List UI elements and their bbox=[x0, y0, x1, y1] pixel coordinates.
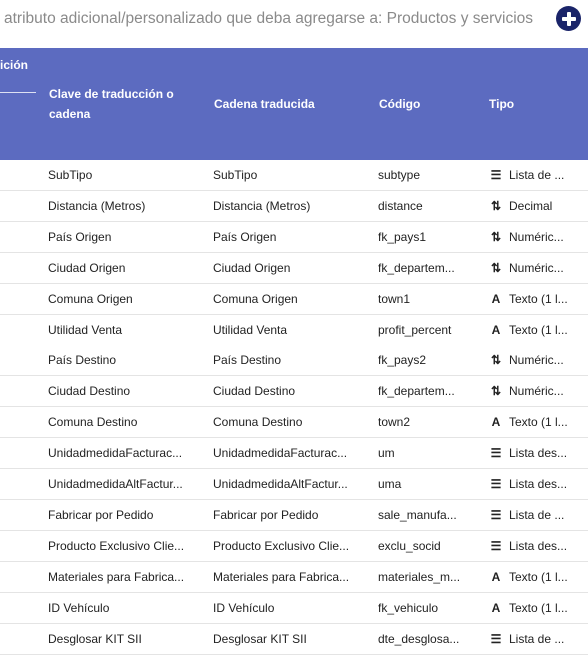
page-title: atributo adicional/personalizado que deba agregarse a: Productos y servicios bbox=[4, 10, 534, 27]
table-row[interactable] bbox=[0, 624, 588, 655]
text-icon: A bbox=[491, 291, 501, 306]
sort-numeric-icon: ⇅ bbox=[490, 353, 502, 368]
cell-key: ID Vehículo bbox=[48, 600, 110, 615]
cell-code: exclu_socid bbox=[378, 538, 441, 553]
cell-type-label: Lista des... bbox=[509, 538, 568, 553]
cell-type bbox=[488, 284, 588, 314]
column-header-translated[interactable]: Cadena traducida bbox=[214, 97, 315, 111]
plus-circle-icon[interactable] bbox=[556, 6, 581, 31]
cell-type-label: Lista des... bbox=[509, 446, 568, 461]
cell-type-label: Lista de ... bbox=[509, 168, 565, 182]
cell-translated: UnidadmedidaFacturac... bbox=[213, 446, 348, 461]
table-row[interactable] bbox=[0, 191, 588, 222]
header-divider bbox=[0, 92, 36, 93]
column-header-key[interactable]: Clave de traducción o cadena bbox=[49, 87, 174, 121]
table-row[interactable] bbox=[0, 253, 588, 284]
cell-type-label: Texto (1 l... bbox=[509, 291, 568, 306]
table-row[interactable] bbox=[0, 160, 588, 191]
sort-numeric-icon: ⇅ bbox=[490, 384, 502, 399]
cell-key: Utilidad Venta bbox=[48, 322, 123, 337]
cell-key: UnidadmedidaFacturac... bbox=[48, 446, 183, 461]
text-icon: A bbox=[491, 322, 501, 337]
cell-type-label: Texto (1 l... bbox=[509, 322, 568, 337]
cell-type-label: Lista de ... bbox=[509, 631, 565, 646]
cell-code: town1 bbox=[378, 291, 411, 306]
cell-type bbox=[488, 253, 588, 283]
cell-type bbox=[488, 222, 588, 252]
table-header bbox=[0, 48, 588, 160]
table-row[interactable] bbox=[0, 345, 588, 376]
cell-type-label: Numéric... bbox=[509, 384, 564, 399]
cell-key: Fabricar por Pedido bbox=[48, 507, 154, 522]
cell-translated: Ciudad Destino bbox=[213, 384, 296, 399]
cell-type-label: Decimal bbox=[509, 198, 553, 213]
cell-key: Comuna Destino bbox=[48, 415, 138, 430]
cell-code: fk_departem... bbox=[378, 384, 455, 399]
table-row[interactable] bbox=[0, 315, 588, 346]
cell-type bbox=[488, 191, 588, 221]
cell-translated: UnidadmedidaAltFactur... bbox=[213, 477, 348, 491]
cell-code: materiales_m... bbox=[378, 569, 461, 584]
cell-type bbox=[488, 315, 588, 345]
cell-key: Materiales para Fabrica... bbox=[48, 569, 185, 584]
cell-translated: ID Vehículo bbox=[213, 600, 275, 615]
cell-key: Ciudad Origen bbox=[48, 260, 126, 275]
table-row[interactable] bbox=[0, 438, 588, 469]
cell-key: Producto Exclusivo Clie... bbox=[48, 538, 185, 553]
column-header-code[interactable]: Código bbox=[379, 97, 421, 111]
cell-translated: Materiales para Fabrica... bbox=[213, 569, 350, 584]
sort-numeric-icon: ⇅ bbox=[490, 198, 502, 213]
table-row[interactable] bbox=[0, 593, 588, 624]
table-row[interactable] bbox=[0, 469, 588, 500]
list-icon: ☰ bbox=[490, 631, 502, 646]
text-icon: A bbox=[491, 569, 501, 584]
table-row[interactable] bbox=[0, 531, 588, 562]
cell-type bbox=[488, 345, 588, 375]
cell-translated: Producto Exclusivo Clie... bbox=[213, 538, 350, 553]
table-row[interactable] bbox=[0, 376, 588, 407]
list-icon: ☰ bbox=[490, 538, 502, 553]
list-icon: ☰ bbox=[490, 477, 502, 491]
cell-code: fk_departem... bbox=[378, 260, 455, 275]
cell-type-label: Texto (1 l... bbox=[509, 415, 568, 430]
cell-code: fk_vehiculo bbox=[378, 600, 439, 615]
text-icon: A bbox=[491, 415, 501, 430]
column-header-type[interactable]: Tipo bbox=[489, 97, 515, 111]
cell-type bbox=[488, 469, 588, 499]
cell-code: town2 bbox=[378, 415, 411, 430]
sort-numeric-icon: ⇅ bbox=[490, 260, 502, 275]
cell-type bbox=[488, 438, 588, 468]
cell-type-label: Numéric... bbox=[509, 229, 564, 244]
cell-type-label: Lista des... bbox=[509, 477, 568, 491]
table-row[interactable] bbox=[0, 222, 588, 253]
cell-key: Distancia (Metros) bbox=[48, 198, 146, 213]
cell-code: uma bbox=[378, 477, 402, 491]
cell-code: sale_manufa... bbox=[378, 507, 457, 522]
cell-type bbox=[488, 407, 588, 437]
cell-type bbox=[488, 624, 588, 654]
page-header bbox=[0, 0, 588, 48]
cell-type bbox=[488, 160, 588, 190]
cell-translated: SubTipo bbox=[213, 168, 258, 182]
cell-translated: Utilidad Venta bbox=[213, 322, 288, 337]
cell-translated: Ciudad Origen bbox=[213, 260, 291, 275]
cell-key: Ciudad Destino bbox=[48, 384, 131, 399]
column-header-cut[interactable]: ición bbox=[0, 58, 29, 72]
table-row[interactable] bbox=[0, 500, 588, 531]
cell-type-label: Numéric... bbox=[509, 353, 564, 368]
cell-code: profit_percent bbox=[378, 322, 452, 337]
cell-translated: Comuna Origen bbox=[213, 291, 298, 306]
list-icon: ☰ bbox=[490, 507, 502, 522]
cell-key: SubTipo bbox=[48, 168, 93, 182]
cell-code: um bbox=[378, 446, 395, 461]
cell-type bbox=[488, 562, 588, 592]
cell-type bbox=[488, 500, 588, 530]
table-row[interactable] bbox=[0, 284, 588, 315]
cell-type-label: Numéric... bbox=[509, 260, 564, 275]
cell-type-label: Lista de ... bbox=[509, 507, 565, 522]
table-row[interactable] bbox=[0, 407, 588, 438]
list-icon: ☰ bbox=[490, 446, 502, 461]
cell-type bbox=[488, 531, 588, 561]
cell-translated: Desglosar KIT SII bbox=[213, 631, 307, 646]
cell-code: distance bbox=[378, 198, 423, 213]
cell-translated: Distancia (Metros) bbox=[213, 198, 311, 213]
cell-key: Desglosar KIT SII bbox=[48, 631, 142, 646]
cell-type bbox=[488, 376, 588, 406]
cell-key: UnidadmedidaAltFactur... bbox=[48, 477, 183, 491]
cell-key: País Origen bbox=[48, 229, 112, 244]
cell-translated: País Destino bbox=[213, 353, 282, 368]
cell-code: dte_desglosa... bbox=[378, 631, 460, 646]
cell-code: fk_pays2 bbox=[378, 353, 427, 368]
cell-type-label: Texto (1 l... bbox=[509, 569, 568, 584]
table-row[interactable] bbox=[0, 562, 588, 593]
cell-translated: Comuna Destino bbox=[213, 415, 303, 430]
sort-numeric-icon: ⇅ bbox=[490, 229, 502, 244]
list-icon: ☰ bbox=[490, 168, 502, 182]
cell-translated: Fabricar por Pedido bbox=[213, 507, 319, 522]
cell-type-label: Texto (1 l... bbox=[509, 600, 568, 615]
text-icon: A bbox=[491, 600, 501, 615]
cell-code: fk_pays1 bbox=[378, 229, 427, 244]
cell-type bbox=[488, 593, 588, 623]
cell-key: Comuna Origen bbox=[48, 291, 133, 306]
cell-code: subtype bbox=[378, 168, 421, 182]
cell-key: País Destino bbox=[48, 353, 117, 368]
cell-translated: País Origen bbox=[213, 229, 277, 244]
